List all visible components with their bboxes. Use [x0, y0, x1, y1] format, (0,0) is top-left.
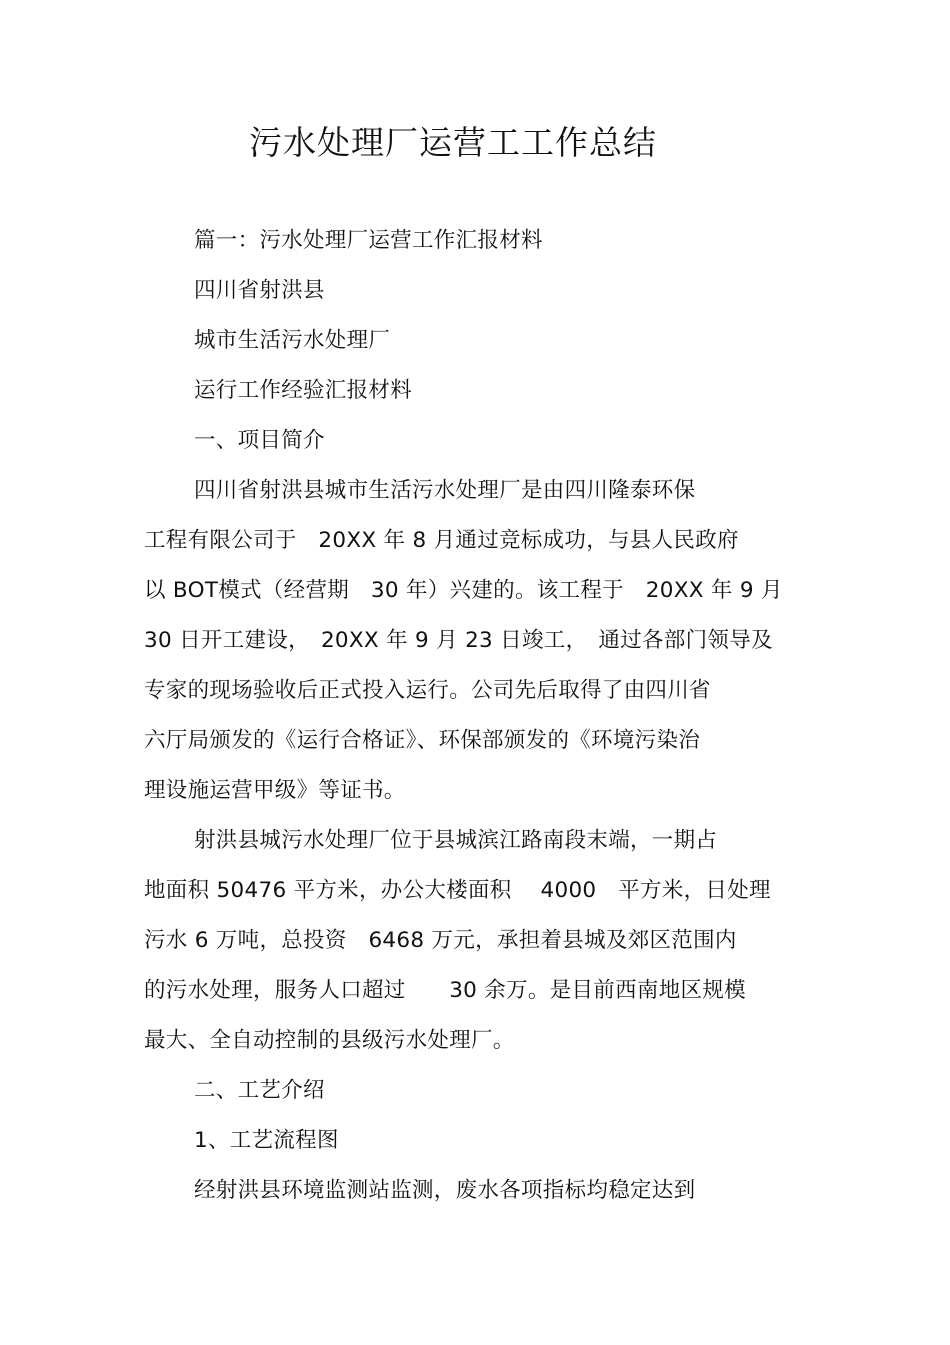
paragraph-line: 污水 6 万吨，总投资 6468 万元，承担着县城及郊区范围内	[144, 928, 737, 953]
paragraph-line: 射洪县城污水处理厂位于县城滨江路南段末端，一期占	[194, 828, 718, 853]
paragraph-line: 专家的现场验收后正式投入运行。公司先后取得了由四川省	[144, 678, 711, 703]
paragraph-line: 的污水处理，服务人口超过 30 余万。是目前西南地区规模	[144, 978, 746, 1003]
paragraph-line: 地面积 50476 平方米，办公大楼面积 4000 平方米，日处理	[144, 878, 771, 903]
paragraph-line: 理设施运营甲级》等证书。	[144, 778, 406, 803]
paragraph-line: 最大、全自动控制的县级污水处理厂。	[144, 1028, 515, 1053]
paragraph-line: 经射洪县环境监测站监测，废水各项指标均稳定达到	[194, 1178, 696, 1203]
paragraph-line: 六厅局颁发的《运行合格证》、环保部颁发的《环境污染治	[144, 728, 701, 753]
paragraph-line: 四川省射洪县城市生活污水处理厂是由四川隆泰环保	[194, 478, 696, 503]
document-title: 污水处理厂运营工工作总结	[249, 123, 657, 162]
section-heading-project-intro: 一、项目简介	[194, 428, 325, 453]
text-line: 城市生活污水处理厂	[194, 328, 391, 353]
subsection-heading-flowchart: 1、工艺流程图	[194, 1128, 339, 1153]
text-line: 运行工作经验汇报材料	[194, 378, 413, 403]
section-heading-article-one: 篇一：污水处理厂运营工作汇报材料	[194, 228, 543, 253]
paragraph-line: 工程有限公司于 20XX 年 8 月通过竞标成功，与县人民政府	[144, 528, 739, 553]
paragraph-line: 以 BOT模式（经营期 30 年）兴建的。该工程于 20XX 年 9 月	[144, 578, 783, 603]
section-heading-process-intro: 二、工艺介绍	[194, 1078, 325, 1103]
paragraph-line: 30 日开工建设， 20XX 年 9 月 23 日竣工， 通过各部门领导及	[144, 628, 773, 653]
text-line: 四川省射洪县	[194, 278, 325, 303]
